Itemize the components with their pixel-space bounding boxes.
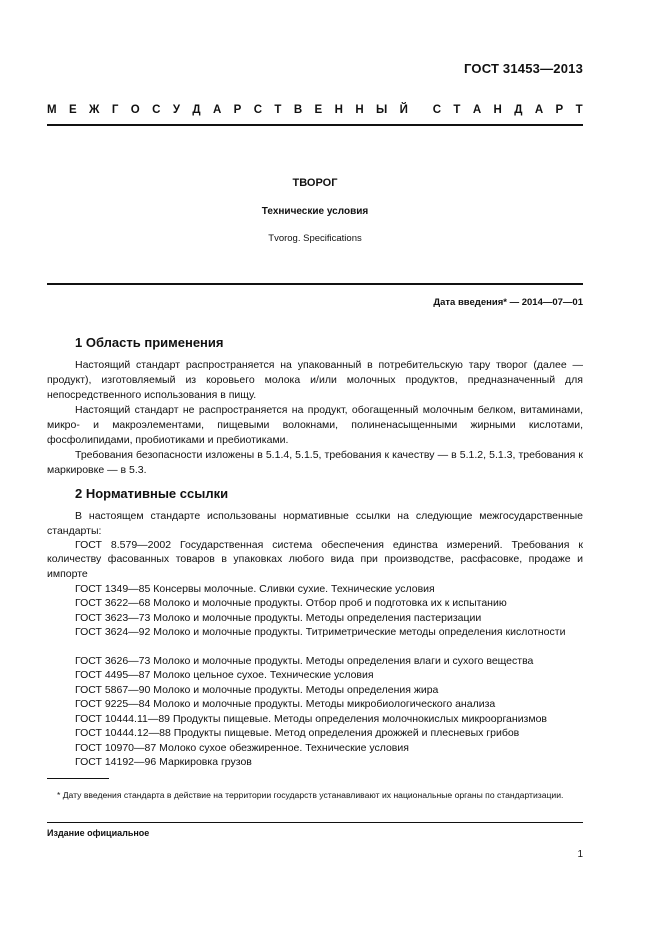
interstate-standard-banner xyxy=(47,104,583,116)
banner-letter: Е xyxy=(68,104,77,116)
banner-letter: С xyxy=(432,104,442,116)
normative-reference: ГОСТ 10970—87 Молоко сухое обезжиренное. Технические условия xyxy=(75,742,409,754)
section-1-paragraph: Требования безопасности изложены в 5.1.4, 5.1.5, требования к качеству — в 5.1.2, 5.1.3, требования к маркировке — в 5.3. xyxy=(47,449,583,476)
section-1-heading: 1 Область применения xyxy=(75,335,224,350)
footer-rule xyxy=(47,822,583,823)
banner-letter: Т xyxy=(575,104,583,116)
normative-reference: ГОСТ 8.579—2002 Государственная система обеспечения единства измерений. Требования к количеству фасованных товаров в упаковках любого вида при производстве, расфасовке, продаже и импорте xyxy=(47,539,583,580)
banner-letter: О xyxy=(130,104,140,116)
page-number: 1 xyxy=(577,849,583,860)
banner-letter: Е xyxy=(314,104,323,116)
section-2-intro: В настоящем стандарте использованы нормативные ссылки на следующие межгосударственные стандарты: xyxy=(47,510,583,537)
title-rule xyxy=(47,283,583,285)
normative-reference: ГОСТ 14192—96 Маркировка грузов xyxy=(75,756,252,768)
section-2-heading: 2 Нормативные ссылки xyxy=(75,486,229,501)
normative-reference: ГОСТ 5867—90 Молоко и молочные продукты. Методы определения жира xyxy=(75,684,439,696)
official-edition-label: Издание официальное xyxy=(47,828,150,838)
document-title: ТВОРОГ xyxy=(292,177,338,189)
banner-letter: А xyxy=(472,104,482,116)
banner-letter: Д xyxy=(514,104,523,116)
banner-letter: Н xyxy=(355,104,364,116)
footnote-rule xyxy=(47,778,109,779)
banner-letter: У xyxy=(172,104,180,116)
banner-letter: Т xyxy=(453,104,461,116)
banner-letter: Г xyxy=(111,104,119,116)
normative-reference: ГОСТ 3626—73 Молоко и молочные продукты. Методы определения влаги и сухого вещества xyxy=(75,655,534,667)
normative-reference: ГОСТ 10444.12—88 Продукты пищевые. Метод определения дрожжей и плесневых грибов xyxy=(75,727,520,739)
section-1-paragraph: Настоящий стандарт распространяется на упакованный в потребительскую тару творог (далее — продукт), изготовляемый из коровьего молока и/или молочных продуктов, предназначенный для непосредственного использования в пищу. xyxy=(47,359,583,401)
banner-letter: А xyxy=(212,104,222,116)
header-rule xyxy=(47,124,583,126)
banner-letter: Р xyxy=(233,104,242,116)
banner-letter: Ы xyxy=(376,104,388,116)
banner-letter: А xyxy=(534,104,544,116)
banner-letter: М xyxy=(47,104,57,116)
banner-letter: Р xyxy=(555,104,564,116)
normative-reference: ГОСТ 3623—73 Молоко и молочные продукты. Методы определения пастеризации xyxy=(75,612,482,624)
banner-letter: В xyxy=(293,104,303,116)
normative-reference: ГОСТ 3624—92 Молоко и молочные продукты. Титриметрические методы определения кислотности xyxy=(75,626,566,638)
introduction-date: Дата введения* — 2014—07—01 xyxy=(433,297,583,308)
banner-letter: Н xyxy=(334,104,343,116)
standard-code: ГОСТ 31453—2013 xyxy=(464,61,583,76)
normative-reference: ГОСТ 3622—68 Молоко и молочные продукты. Отбор проб и подготовка их к испытанию xyxy=(75,597,507,609)
banner-letter: Н xyxy=(493,104,502,116)
banner-letter: С xyxy=(152,104,161,116)
footnote: * Дату введения стандарта в действие на территории государств устанавливают их национальные органы по стандартизации. xyxy=(57,790,564,800)
section-1-paragraph: Настоящий стандарт не распространяется на продукт, обогащенный молочным белком, витаминами, микро- и макроэлементами, пищевыми волокнами, полиненасыщенными жирными кислотами, фосфолипидами, пробиотиками и пребиотиками. xyxy=(47,404,583,446)
english-title: Tvorog. Specifications xyxy=(268,233,362,244)
normative-reference: ГОСТ 9225—84 Молоко и молочные продукты. Методы микробиологического анализа xyxy=(75,698,496,710)
banner-letter: Ж xyxy=(89,104,100,116)
banner-letter: Д xyxy=(192,104,201,116)
banner-letter: С xyxy=(253,104,263,116)
normative-reference: ГОСТ 1349—85 Консервы молочные. Сливки сухие. Технические условия xyxy=(75,583,435,595)
banner-letter: Й xyxy=(399,104,408,116)
document-subtitle: Технические условия xyxy=(261,206,369,217)
normative-reference: ГОСТ 10444.11—89 Продукты пищевые. Методы определения молочнокислых микроорганизмов xyxy=(75,713,548,725)
normative-reference: ГОСТ 4495—87 Молоко цельное сухое. Технические условия xyxy=(75,669,374,681)
banner-letter: Т xyxy=(274,104,282,116)
